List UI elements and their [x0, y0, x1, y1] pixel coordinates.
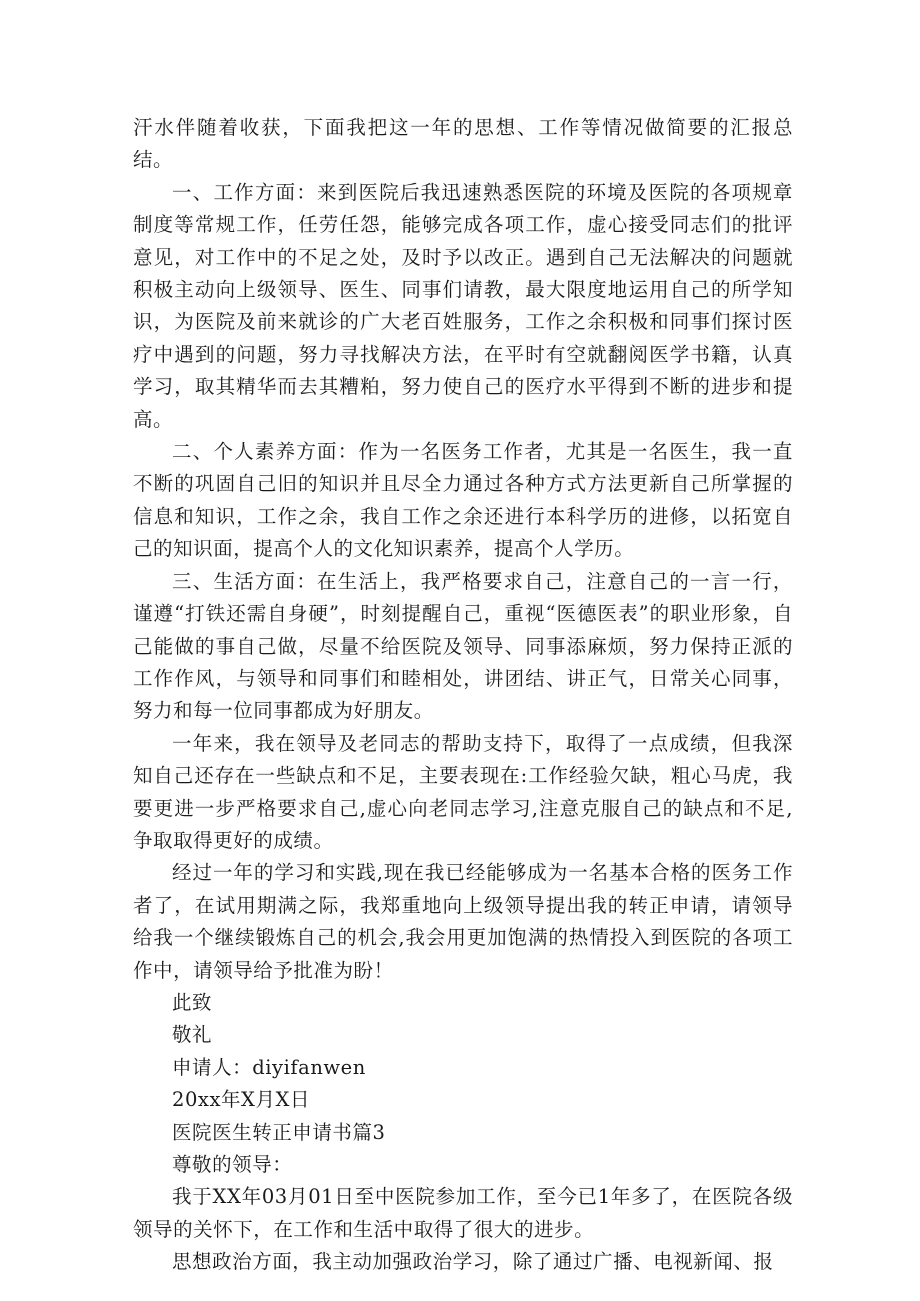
document-body [133, 112, 793, 1279]
paragraph-political-study: 思想政治方面，我主动加强政治学习，除了通过广播、电视新闻、报 [172, 1250, 774, 1274]
paragraph-personal-quality: 二、个人素养方面：作为一名医务工作者，尤其是一名医生，我一直不断的巩固自己旧的知识并且尽全力通过各种方式方法更新自己所掌握的信息和知识，工作之余，我自工作之余还进行本科学历的进修，以拓宽自己的知识面，提高个人的文化知识素养，提高个人学历。 [133, 440, 793, 561]
applicant-name: 申请人：diyifanwen [172, 1055, 366, 1079]
section-title: 医院医生转正申请书篇3 [172, 1120, 386, 1144]
closing-salutation-1: 此致 [172, 990, 213, 1014]
paragraph-year-review: 一年来，我在领导及老同志的帮助支持下，取得了一点成绩，但我深知自己还存在一些缺点和不足，主要表现在:工作经验欠缺，粗心马虎，我要更进一步严格要求自己,虚心向老同志学习,注意克服自己的缺点和不足,争取取得更好的成绩。 [133, 731, 793, 852]
letter-greeting: 尊敬的领导： [172, 1153, 293, 1176]
closing-salutation-2: 敬礼 [172, 1023, 213, 1047]
paragraph-work-start: 我于XX年03月01日至中医院参加工作，至今已1年多了，在医院各级领导的关怀下，在工作和生活中取得了很大的进步。 [133, 1185, 793, 1241]
paragraph-work-aspect: 一、工作方面：来到医院后我迅速熟悉医院的环境及医院的各项规章制度等常规工作，任劳任怨，能够完成各项工作，虚心接受同志们的批评意见，对工作中的不足之处，及时予以改正。遇到自己无法解决的问题就积极主动向上级领导、医生、同事们请教，最大限度地运用自己的所学知识，为医院及前来就诊的广大老百姓服务，工作之余积极和同事们探讨医疗中遇到的问题，努力寻找解决方法，在平时有空就翻阅医学书籍，认真学习，取其精华而去其糟粕，努力使自己的医疗水平得到不断的进步和提高。 [133, 180, 793, 431]
paragraph-life-aspect: 三、生活方面：在生活上，我严格要求自己，注意自己的一言一行，谨遵“打铁还需自身硬”，时刻提醒自己，重视“医德医表”的职业形象，自己能做的事自己做，尽量不给医院及领导、同事添麻烦，努力保持正派的工作作风，与领导和同事们和睦相处，讲团结、讲正气，日常关心同事，努力和每一位同事都成为好朋友。 [133, 569, 793, 723]
paragraph-application-request: 经过一年的学习和实践,现在我已经能够成为一名基本合格的医务工作者了，在试用期满之际，我郑重地向上级领导提出我的转正申请，请领导给我一个继续锻炼自己的机会,我会用更加饱满的热情投入到医院的各项工作中，请领导给予批准为盼！ [133, 861, 793, 982]
paragraph-summary-intro: 汗水伴随着收获，下面我把这一年的思想、工作等情况做简要的汇报总结。 [133, 116, 793, 172]
application-date: 20xx年X月X日 [172, 1088, 311, 1112]
